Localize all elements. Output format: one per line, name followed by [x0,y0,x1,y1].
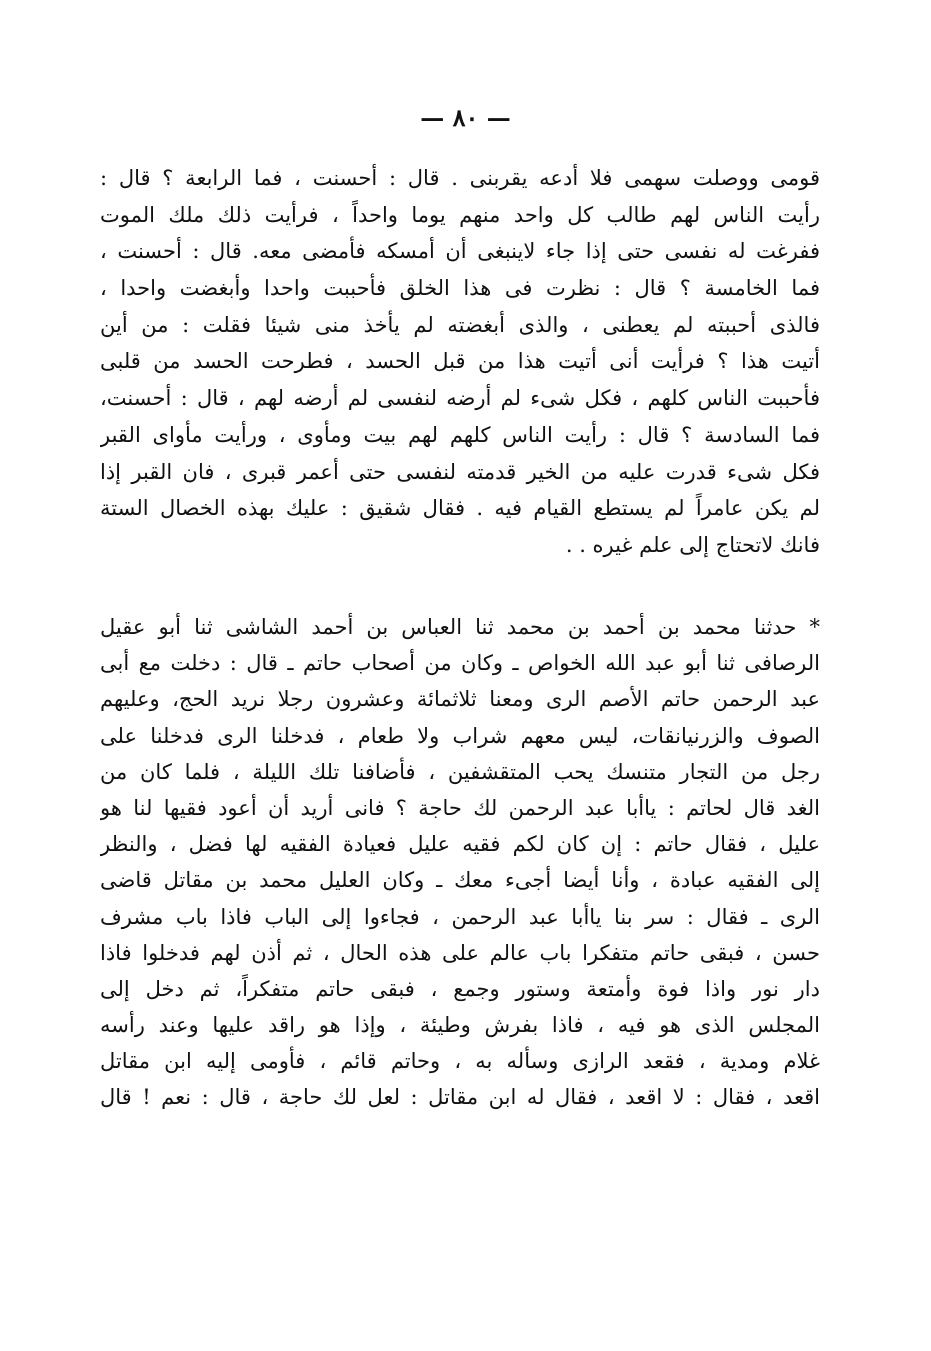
page-number: — ٨٠ — [420,103,511,132]
text-line: فكل شىء قدرت عليه من الخير قدمته لنفسى حتى أعمر قبرى ، فان القبر إذا [100,459,820,484]
text-line: فانك لاتحتاج إلى علم غيره . . [565,532,820,557]
text-line: قومى ووصلت سهمى فلا أدعه يقربنى . قال : أحسنت ، فما الرابعة ؟ قال : [100,166,820,190]
text-line: الصوف والزرنيانقات، ليس معهم شراب ولا طعام ، فدخلنا الرى فدخلنا على [100,723,820,748]
text-line: ففرغت له نفسى حتى إذا جاء لاينبغى أن أمسكه فأمضى معه. قال : أحسنت ، [100,239,820,264]
text-line: المجلس الذى هو فيه ، فاذا بفرش وطيئة ، وإذا هو راقد عليها وعند رأسه [100,1013,820,1038]
paragraph-2 [100,609,820,1116]
text-line: رجل من التجار متنسك يحب المتقشفين ، فأضافنا تلك الليلة ، فلما كان من [100,759,820,784]
text-line: الرى ـ فقال : سر بنا ياأبا عبد الرحمن ، فجاءوا إلى الباب فاذا باب مشرف [100,904,820,929]
text-line: الرصافى ثنا أبو عبد الله الخواص ـ وكان من أصحاب حاتم ـ قال : دخلت مع أبى [100,651,820,676]
text-line: لم يكن عامراً لم يستطع القيام فيه . فقال شقيق : عليك بهذه الخصال الستة [100,496,820,521]
text-line: فالذى أحببته لم يعطنى ، والذى أبغضته لم يأخذ منى شيئا فقلت : من أين [100,312,820,337]
text-line: فما الخامسة ؟ قال : نظرت فى هذا الخلق فأحببت واحدا وأبغضت واحدا ، [100,276,820,301]
text-line: حسن ، فبقى حاتم متفكرا باب عالم على هذه الحال ، ثم أذن لهم فدخلوا فاذا [100,940,820,965]
text-line: عبد الرحمن حاتم الأصم الرى ومعنا ثلاثمائة وعشرون رجلا نريد الحج، وعليهم [100,687,820,712]
text-line: فأحببت الناس كلهم ، فكل شىء لم أرضه لنفسى لم أرضه لهم ، قال : أحسنت، [100,386,820,411]
text-line: دار نور واذا فوة وأمتعة وستور وجمع ، فبقى حاتم متفكراً، ثم دخل إلى [100,976,820,1001]
text-line: الغد قال لحاتم : ياأبا عبد الرحمن لك حاجة ؟ فانى أريد أن أعود فقيها لنا هو [100,795,820,820]
text-line: إلى الفقيه عبادة ، وأنا أيضا أجىء معك ـ وكان العليل محمد بن مقاتل قاضى [100,868,820,893]
text-line: عليل ، فقال حاتم : إن كان لكم فقيه عليل فعيادة الفقيه لها فضل ، والنظر [100,832,820,857]
paragraph-1 [100,160,820,564]
text-line: أتيت هذا ؟ فرأيت أنى أتيت هذا من قبل الحسد ، فطرحت الحسد من قلبى [100,349,820,374]
text-line: رأيت الناس لهم طالب كل واحد منهم يوما واحداً ، فرأيت ذلك ملك الموت [100,202,820,227]
text-line: غلام ومدية ، فقعد الرازى وسأله به ، وحاتم قائم ، فأومى إليه ابن مقاتل [100,1049,820,1074]
text-line: فما السادسة ؟ قال : رأيت الناس كلهم لهم بيت ومأوى ، ورأيت مأواى القبر [100,422,820,447]
text-line: * حدثنا محمد بن أحمد بن محمد ثنا العباس بن أحمد الشاشى ثنا أبو عقيل [100,615,820,639]
text-line: اقعد ، فقال : لا اقعد ، فقال له ابن مقاتل : لعل لك حاجة ، قال : نعم ! قال [100,1085,820,1110]
